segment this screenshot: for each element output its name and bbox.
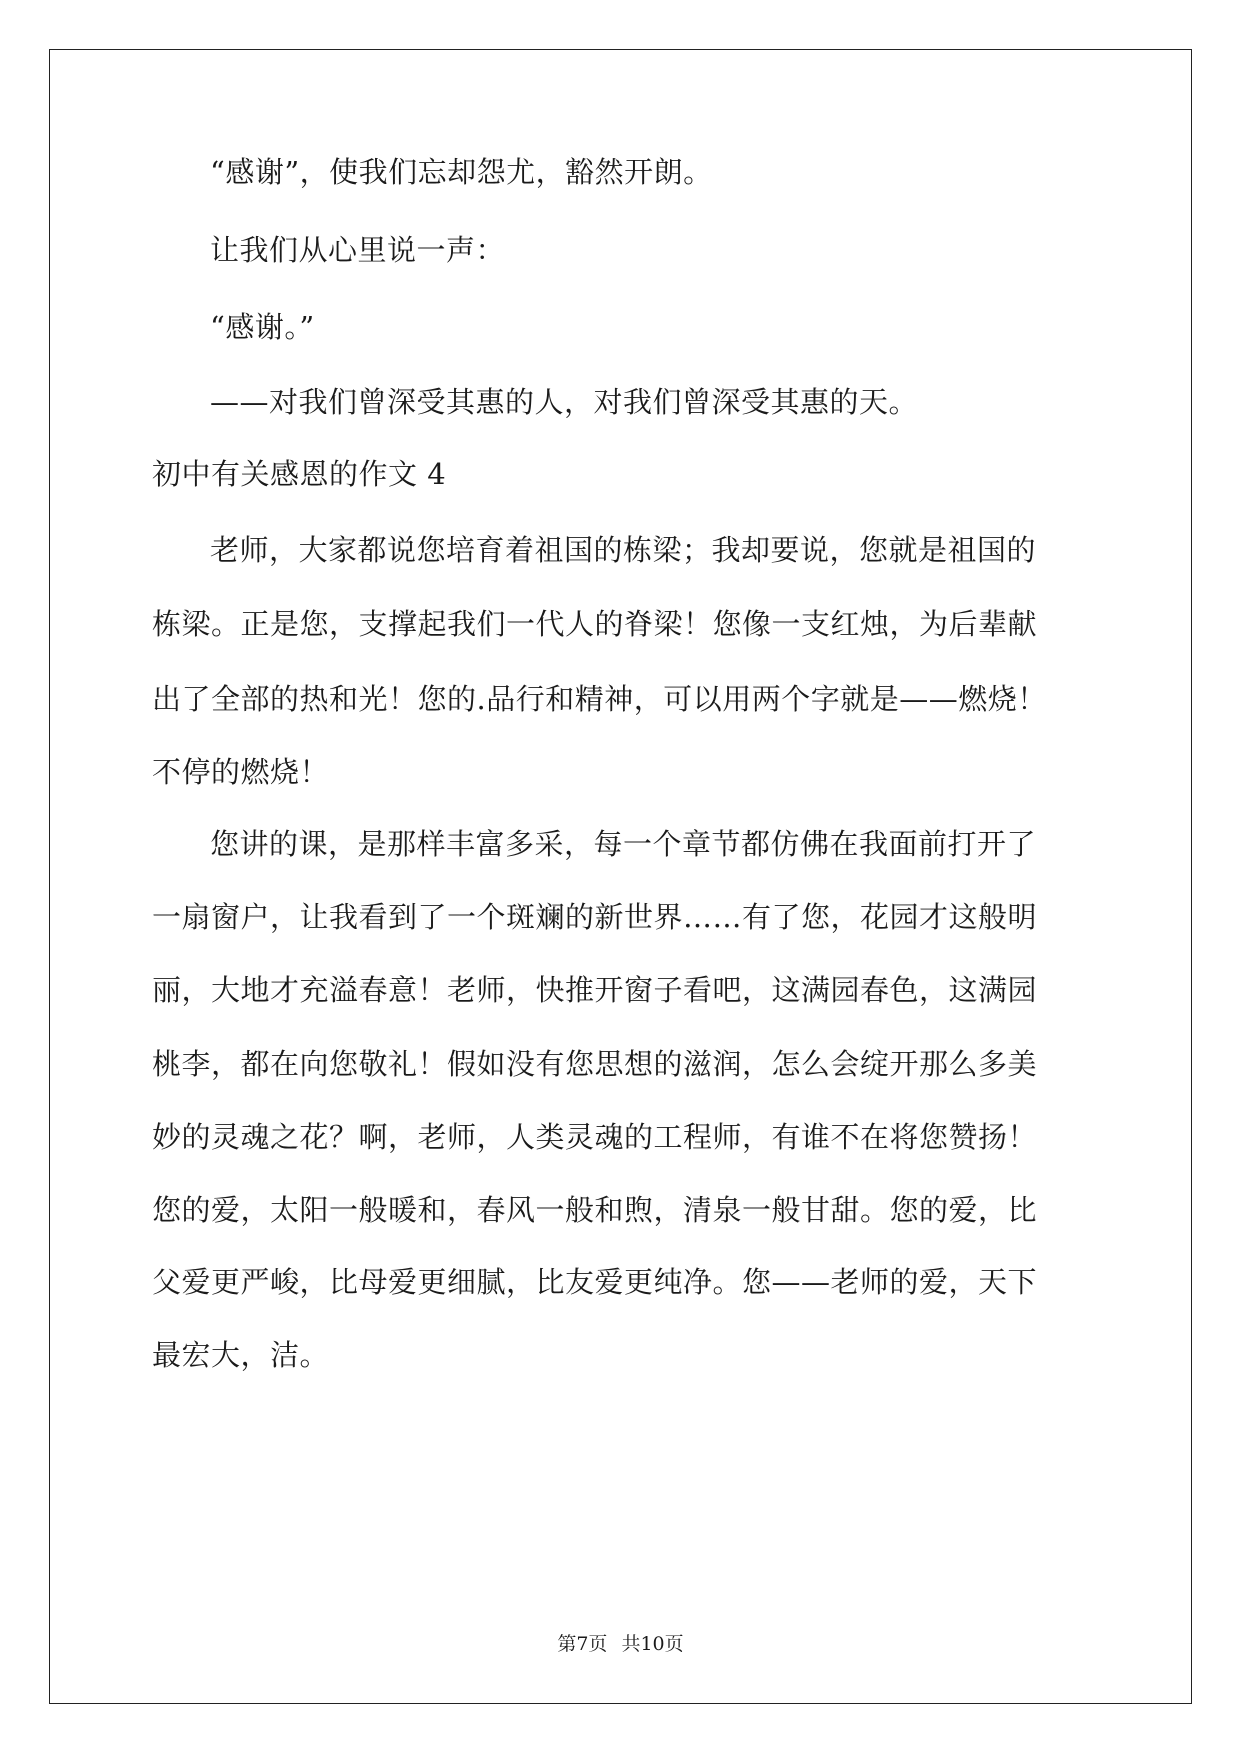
page-number: 第7页 [557, 1633, 608, 1655]
paragraph-line: 让我们从心里说一声： [210, 233, 506, 267]
paragraph-line: 老师，大家都说您培育着祖国的栋梁；我却要说，您就是祖国的 [210, 533, 1037, 567]
page-total: 共10页 [621, 1633, 684, 1655]
paragraph-line: 一扇窗户，让我看到了一个斑斓的新世界……有了您，花园才这般明 [152, 900, 1038, 934]
paragraph-line: 栋梁。正是您，支撑起我们一代人的脊梁！您像一支红烛，为后辈献 [152, 607, 1038, 641]
paragraph-line: 出了全部的热和光！您的.品行和精神，可以用两个字就是——燃烧！ [152, 682, 1047, 716]
paragraph-line: 您的爱，太阳一般暖和，春风一般和煦，清泉一般甘甜。您的爱，比 [152, 1193, 1038, 1227]
paragraph-line: ——对我们曾深受其惠的人，对我们曾深受其惠的天。 [210, 385, 919, 419]
page-footer [0, 1629, 1241, 1656]
paragraph-line: 您讲的课，是那样丰富多采，每一个章节都仿佛在我面前打开了 [210, 827, 1037, 861]
paragraph-line: “感谢。” [210, 310, 315, 344]
paragraph-line: 丽，大地才充溢春意！老师，快推开窗子看吧，这满园春色，这满园 [152, 973, 1038, 1007]
paragraph-line: “感谢”，使我们忘却怨尤，豁然开朗。 [210, 155, 713, 189]
paragraph-line: 妙的灵魂之花？啊，老师，人类灵魂的工程师，有谁不在将您赞扬！ [152, 1120, 1038, 1154]
paragraph-line: 父爱更严峻，比母爱更细腻，比友爱更纯净。您——老师的爱，天下 [152, 1265, 1038, 1299]
paragraph-line: 不停的燃烧！ [152, 755, 330, 789]
paragraph-line: 桃李，都在向您敬礼！假如没有您思想的滋润，怎么会绽开那么多美 [152, 1047, 1038, 1081]
section-heading: 初中有关感恩的作文 4 [152, 457, 447, 491]
page-border [49, 49, 1192, 1704]
paragraph-line: 最宏大，洁。 [152, 1338, 330, 1372]
